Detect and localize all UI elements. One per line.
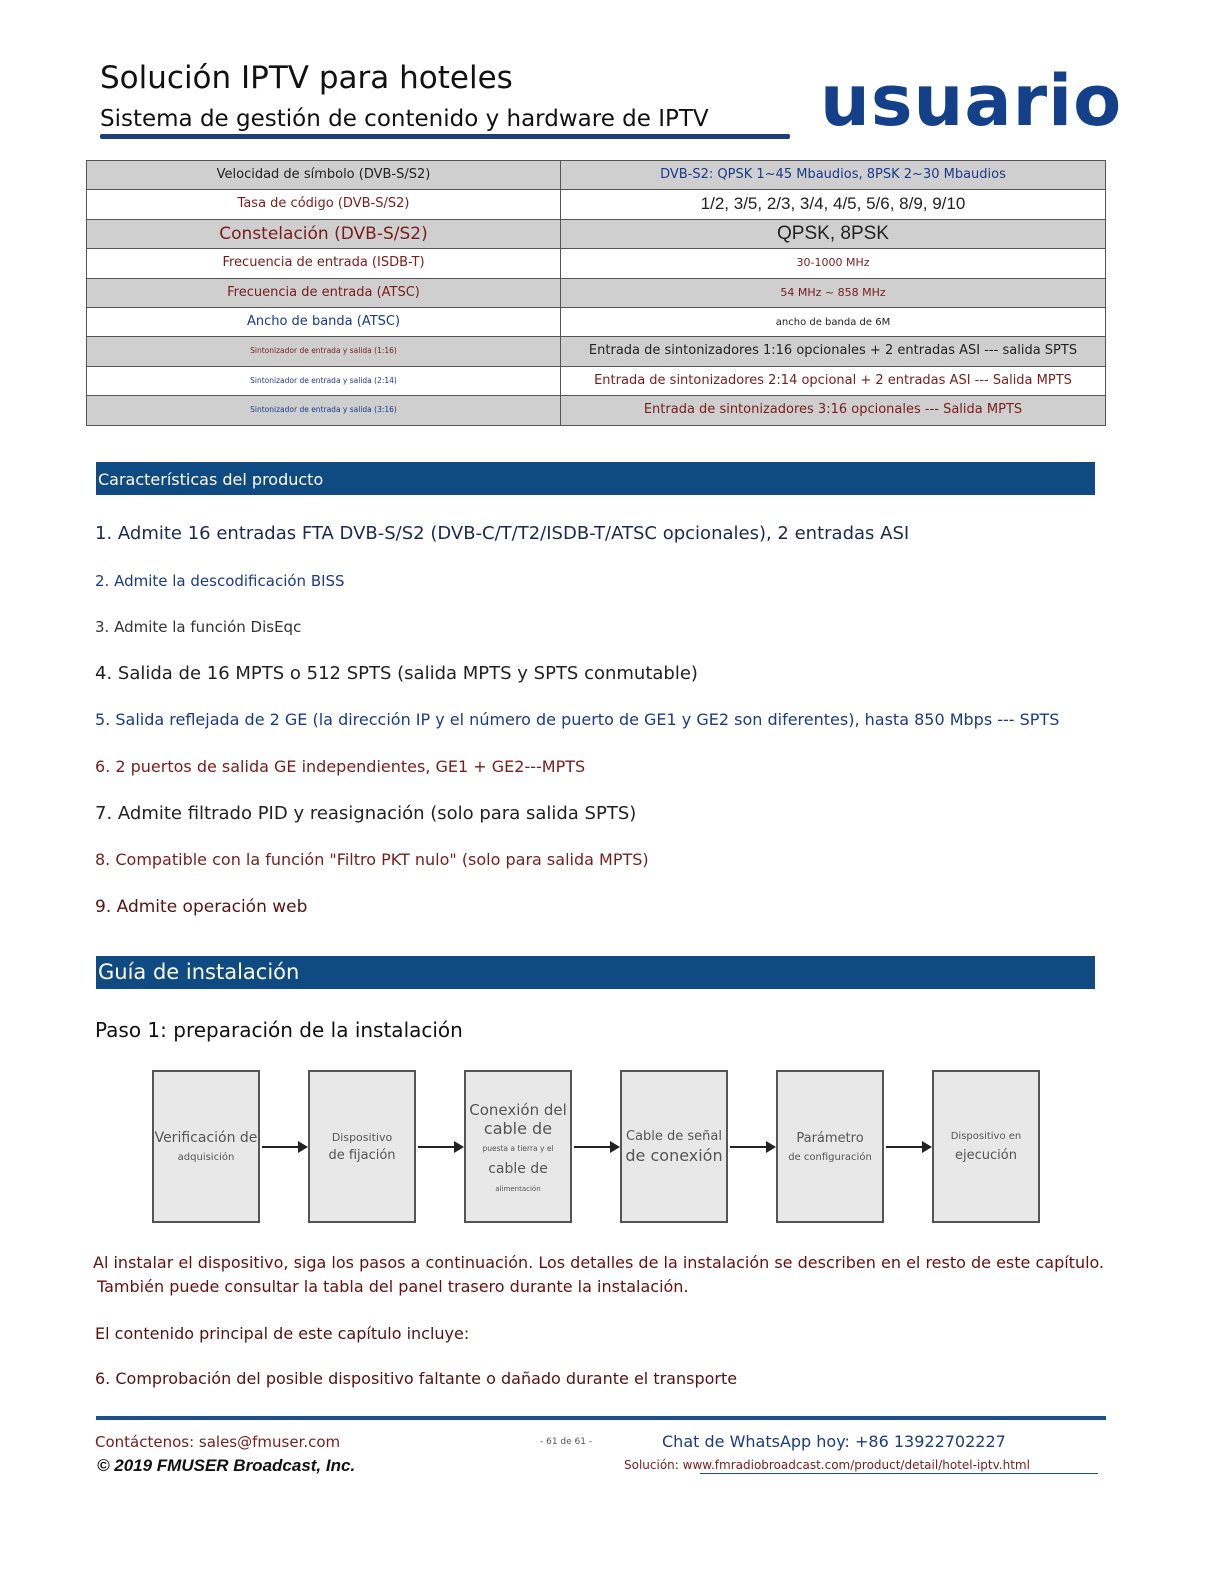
flow-step-text: Parámetro xyxy=(796,1130,864,1146)
install-paragraph: Al instalar el dispositivo, siga los pasos a continuación. Los detalles de la instalación se describen en el resto de este capítulo. xyxy=(93,1253,1105,1272)
flow-step-configuration xyxy=(776,1070,884,1223)
features-heading: Características del producto xyxy=(96,462,1095,495)
flow-step-text: Dispositivo xyxy=(331,1130,393,1144)
brand-logo: usuario xyxy=(820,60,1123,142)
feature-item: 5. Salida reflejada de 2 GE (la dirección IP y el número de puerto de GE1 y GE2 son diferentes), hasta 850 Mbps --- SPTS xyxy=(95,710,1060,729)
table-row xyxy=(87,219,1106,248)
spec-label: Ancho de banda (ATSC) xyxy=(87,307,561,336)
flow-step-text: adquisición xyxy=(177,1152,235,1163)
flow-step-text: ejecución xyxy=(955,1147,1017,1163)
flow-arrow xyxy=(574,1146,618,1148)
feature-item: 8. Compatible con la función "Filtro PKT nulo" (solo para salida MPTS) xyxy=(95,850,649,869)
table-row xyxy=(87,307,1106,336)
feature-item: 1. Admite 16 entradas FTA DVB-S/S2 (DVB-C/T/T2/ISDB-T/ATSC opcionales), 2 entradas ASI xyxy=(95,523,910,544)
spec-label: Frecuencia de entrada (ATSC) xyxy=(87,278,561,307)
flow-arrow xyxy=(418,1146,462,1148)
flow-step-text: puesta a tierra y el xyxy=(482,1143,554,1153)
specs-table xyxy=(86,160,1106,426)
table-row xyxy=(87,190,1106,219)
feature-item: 4. Salida de 16 MPTS o 512 SPTS (salida MPTS y SPTS conmutable) xyxy=(95,663,698,684)
flow-step-text: de fijación xyxy=(328,1147,396,1163)
install-paragraph: También puede consultar la tabla del panel trasero durante la instalación. xyxy=(97,1277,689,1296)
table-row xyxy=(87,161,1106,190)
spec-value: Entrada de sintonizadores 3:16 opcionales --- Salida MPTS xyxy=(561,396,1106,425)
flow-step-text: alimentación xyxy=(495,1184,541,1193)
footer-whatsapp: Chat de WhatsApp hoy: +86 13922702227 xyxy=(662,1432,1006,1451)
page-subtitle: Sistema de gestión de contenido y hardware de IPTV xyxy=(100,106,709,132)
install-heading: Guía de instalación xyxy=(96,956,1095,989)
flow-step-fixing xyxy=(308,1070,416,1223)
spec-label: Sintonizador de entrada y salida (1:16) xyxy=(87,337,561,366)
page-title: Solución IPTV para hoteles xyxy=(100,60,513,96)
spec-value: 30-1000 MHz xyxy=(561,249,1106,278)
table-row xyxy=(87,337,1106,366)
footer-rule xyxy=(96,1416,1106,1420)
feature-item: 3. Admite la función DisEqc xyxy=(95,618,302,636)
flow-step-text: de conexión xyxy=(625,1145,723,1165)
table-row xyxy=(87,396,1106,425)
flow-step-running xyxy=(932,1070,1040,1223)
feature-item: 2. Admite la descodificación BISS xyxy=(95,572,345,590)
spec-value: 1/2, 3/5, 2/3, 3/4, 4/5, 5/6, 8/9, 9/10 xyxy=(561,190,1106,219)
flow-arrow xyxy=(730,1146,774,1148)
spec-value: ancho de banda de 6M xyxy=(561,307,1106,336)
flow-step-verification xyxy=(152,1070,260,1223)
flow-step-text: cable de xyxy=(483,1118,553,1138)
flow-step-text: Verificación de xyxy=(154,1130,258,1146)
title-underline xyxy=(100,134,790,139)
footer-link-underline xyxy=(700,1473,1098,1474)
table-row xyxy=(87,249,1106,278)
flow-step-text: Cable de señal xyxy=(625,1128,722,1144)
feature-item: 6. 2 puertos de salida GE independientes, GE1 + GE2---MPTS xyxy=(95,757,586,776)
spec-label: Tasa de código (DVB-S/S2) xyxy=(87,190,561,219)
install-paragraph: El contenido principal de este capítulo incluye: xyxy=(95,1324,470,1343)
spec-label: Frecuencia de entrada (ISDB-T) xyxy=(87,249,561,278)
footer-copyright: © 2019 FMUSER Broadcast, Inc. xyxy=(97,1456,356,1475)
flow-step-text: de configuración xyxy=(788,1151,872,1163)
page-number: - 61 de 61 - xyxy=(540,1437,593,1447)
install-paragraph: 6. Comprobación del posible dispositivo faltante o dañado durante el transporte xyxy=(95,1369,738,1388)
table-row xyxy=(87,278,1106,307)
spec-value: QPSK, 8PSK xyxy=(561,219,1106,248)
spec-value: 54 MHz ~ 858 MHz xyxy=(561,278,1106,307)
spec-label: Velocidad de símbolo (DVB-S/S2) xyxy=(87,161,561,190)
flow-step-cabling xyxy=(464,1070,572,1223)
spec-value: DVB-S2: QPSK 1~45 Mbaudios, 8PSK 2~30 Mbaudios xyxy=(561,161,1106,190)
feature-item: 9. Admite operación web xyxy=(95,897,308,917)
spec-label: Sintonizador de entrada y salida (2:14) xyxy=(87,366,561,395)
flow-arrow xyxy=(262,1146,306,1148)
table-row xyxy=(87,366,1106,395)
step-title: Paso 1: preparación de la instalación xyxy=(95,1018,463,1042)
flow-step-signal-cable xyxy=(620,1070,728,1223)
spec-label: Constelación (DVB-S/S2) xyxy=(87,219,561,248)
flow-step-text: Dispositivo en xyxy=(950,1130,1022,1142)
spec-value: Entrada de sintonizadores 1:16 opcionales + 2 entradas ASI --- salida SPTS xyxy=(561,337,1106,366)
spec-label: Sintonizador de entrada y salida (3:16) xyxy=(87,396,561,425)
footer-solution-link[interactable]: Solución: www.fmradiobroadcast.com/product/detail/hotel-iptv.html xyxy=(624,1458,1030,1472)
feature-item: 7. Admite filtrado PID y reasignación (solo para salida SPTS) xyxy=(95,803,637,824)
footer-contact: Contáctenos: sales@fmuser.com xyxy=(95,1433,341,1451)
flow-step-text: cable de xyxy=(488,1160,548,1177)
flow-step-text: Conexión del xyxy=(469,1100,567,1119)
spec-value: Entrada de sintonizadores 2:14 opcional + 2 entradas ASI --- Salida MPTS xyxy=(561,366,1106,395)
flow-arrow xyxy=(886,1146,930,1148)
